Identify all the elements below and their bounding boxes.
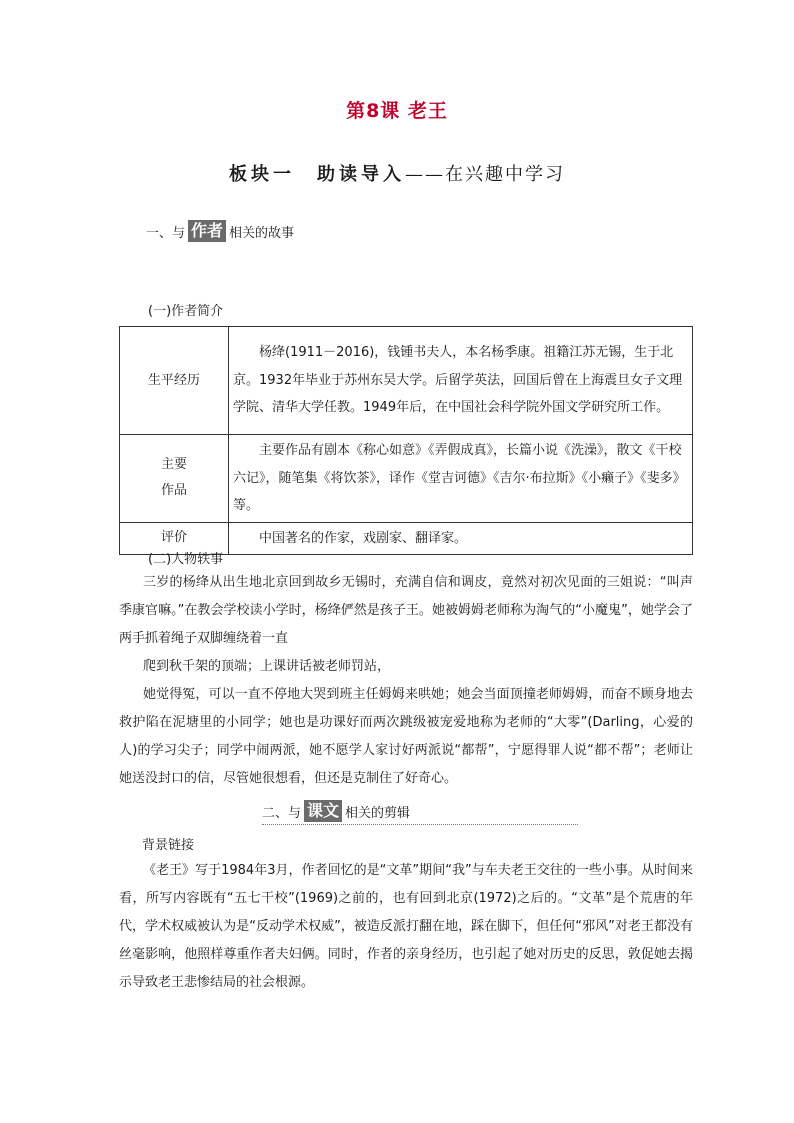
text-section-heading	[262, 800, 410, 822]
dotted-divider	[262, 824, 578, 825]
row-label: 生平经历	[120, 327, 229, 435]
row-content: 杨绛(1911－2016)，钱锺书夫人，本名杨季康。祖籍江苏无锡，生于北京。1932年毕业于苏州东吴大学。后留学英法，回国后曾在上海震旦女子文理学院、清华大学任教。1949年后，在中国社会科学院外国文学研究所工作。	[229, 327, 693, 435]
table-row	[120, 327, 693, 435]
row-label-line: 作品	[160, 483, 187, 499]
table-row	[120, 435, 693, 523]
banner-strong: 板块一 助读导入	[229, 164, 405, 185]
section-banner	[0, 160, 794, 186]
heading-suffix: 相关的剪辑	[345, 805, 411, 821]
banner-light: ——在兴趣中学习	[405, 164, 565, 185]
anecdote-paragraph: 她觉得冤，可以一直不停地大哭到班主任姆姆来哄她；她会当面顶撞老师姆姆，而奋不顾身地去救护陷在泥塘里的小同学；她也是功课好而两次跳级被宠爱地称为老师的“大零”(Darling，心爱的人)的学习尖子；同学中闹两派，她不愿学人家讨好两派说“都帮”，宁愿得罪人说“都不帮”；老师让她送没封口的信，尽管她很想看，但还是克制住了好奇心。	[119, 687, 693, 786]
anecdote-paragraph: 爬到秋千架的顶端；上课讲话被老师罚站，	[143, 659, 391, 674]
heading-boxed-word: 课文	[304, 800, 342, 822]
row-content: 中国著名的作家，戏剧家、翻译家。	[229, 522, 693, 555]
heading-suffix: 相关的故事	[229, 225, 295, 241]
row-label	[120, 435, 229, 523]
author-intro-label: (一)作者简介	[148, 304, 224, 319]
background-paragraph: 《老王》写于1984年3月，作者回忆的是“文革”期间“我”与车夫老王交往的一些小事。从时间来看，所写内容既有“五七干校”(1969)之前的，也有回到北京(1972)之后的。“文革”是个荒唐的年代，学术权威被认为是“反动学术权威”，被造反派打翻在地，踩在脚下，但任何“邪风”对老王都没有丝毫影响，他照样尊重作者夫妇俩。同时，作者的亲身经历，也引起了她对历史的反思，敦促她去揭示导致老王悲惨结局的社会根源。	[119, 863, 693, 990]
page-title: 第8课 老王	[346, 100, 448, 122]
anecdotes-label: (二)人物轶事	[148, 552, 224, 567]
heading-prefix: 一、与	[146, 225, 186, 241]
row-label: 评价	[120, 522, 229, 555]
background-label: 背景链接	[142, 838, 195, 853]
author-info-table	[119, 326, 693, 555]
heading-boxed-word: 作者	[188, 220, 226, 242]
heading-prefix: 二、与	[262, 805, 302, 821]
row-label-line: 主要	[160, 457, 187, 473]
author-section-heading	[146, 220, 294, 242]
row-content: 主要作品有剧本《称心如意》《弄假成真》，长篇小说《洗澡》，散文《干校六记》，随笔集《将饮茶》，译作《堂吉诃德》《吉尔·布拉斯》《小癞子》《斐多》等。	[229, 435, 693, 523]
anecdote-paragraph: 三岁的杨绛从出生地北京回到故乡无锡时，充满自信和调皮，竟然对初次见面的三姐说：“叫声季康官嘛。”在教会学校读小学时，杨绛俨然是孩子王。她被姆姆老师称为淘气的“小魔鬼”，她学会了两手抓着绳子双脚缠绕着一直	[119, 575, 693, 646]
